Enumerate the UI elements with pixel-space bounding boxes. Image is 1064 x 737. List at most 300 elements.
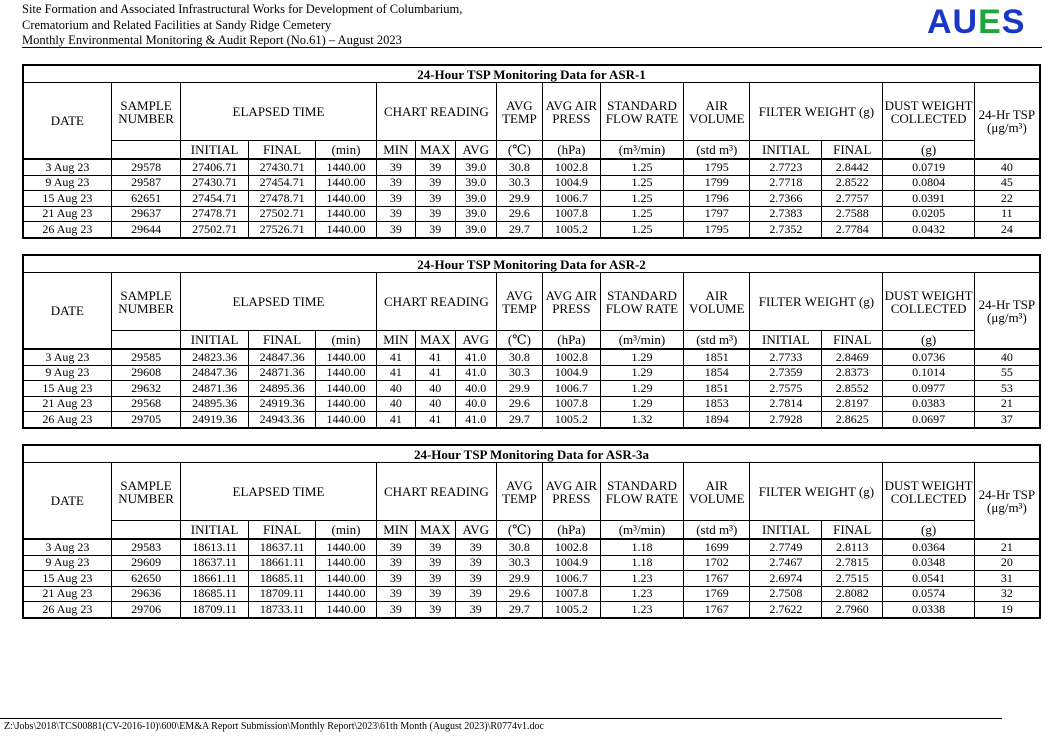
unit-chart-max: MAX — [416, 141, 455, 160]
col-tsp-unit: (μg/m³) — [987, 309, 1027, 325]
footer-path: Z:\Jobs\2018\TCS00881(CV-2016-10)\600\EM&A Report Submission\Monthly Report\2023\61th Month (August 2023)\R0774v1.doc — [4, 721, 544, 732]
data-cell: 1.18 — [600, 539, 683, 555]
data-cell: 1854 — [684, 365, 750, 381]
table-row — [23, 586, 1040, 602]
header-row — [23, 83, 1040, 141]
col-dust-weight: DUST WEIGHT COLLECTED — [883, 273, 974, 331]
data-cell: 18661.11 — [181, 571, 249, 587]
table-row — [23, 175, 1040, 191]
data-cell: 39 — [416, 539, 455, 555]
data-cell: 2.8522 — [822, 175, 883, 191]
data-cell: 29632 — [111, 381, 181, 397]
data-cell: 39 — [416, 191, 455, 207]
data-cell: 1002.8 — [542, 349, 600, 365]
data-cell: 29705 — [111, 412, 181, 428]
data-cell: 29706 — [111, 602, 181, 618]
data-cell: 15 Aug 23 — [23, 571, 111, 587]
data-cell: 21 — [974, 539, 1040, 555]
data-cell: 0.0719 — [883, 159, 974, 175]
data-cell: 39 — [455, 602, 497, 618]
data-cell: 1440.00 — [316, 206, 376, 222]
data-cell: 1853 — [684, 396, 750, 412]
table-title: 24-Hour TSP Monitoring Data for ASR-3a — [23, 445, 1040, 463]
table-row — [23, 159, 1040, 175]
unit-elapsed-min: (min) — [316, 521, 376, 540]
data-cell: 41 — [376, 365, 415, 381]
header-line-3: Monthly Environmental Monitoring & Audit Report (No.61) – August 2023 — [22, 33, 402, 47]
col-sample-label: SAMPLE NUMBER — [118, 97, 174, 126]
data-cell: 2.8082 — [822, 586, 883, 602]
tsp-table-1 — [22, 64, 1041, 239]
data-cell: 1795 — [684, 159, 750, 175]
data-cell: 27526.71 — [248, 222, 316, 238]
table-row — [23, 571, 1040, 587]
data-cell: 18709.11 — [181, 602, 249, 618]
unit-elapsed-final: FINAL — [248, 521, 316, 540]
table-title-row — [23, 65, 1040, 83]
unit-flow: (m³/min) — [600, 521, 683, 540]
data-cell: 39.0 — [455, 175, 497, 191]
data-cell: 24847.36 — [248, 349, 316, 365]
data-cell: 29587 — [111, 175, 181, 191]
unit-volume: (std m³) — [684, 141, 750, 160]
data-cell: 22 — [974, 191, 1040, 207]
data-cell: 1440.00 — [316, 159, 376, 175]
data-cell: 39 — [416, 571, 455, 587]
report-header — [22, 2, 462, 49]
table-title: 24-Hour TSP Monitoring Data for ASR-2 — [23, 255, 1040, 273]
unit-filter-initial: INITIAL — [750, 141, 822, 160]
data-cell: 41 — [376, 412, 415, 428]
footer-divider — [0, 718, 1002, 719]
data-cell: 24943.36 — [248, 412, 316, 428]
data-cell: 2.8373 — [822, 365, 883, 381]
col-filter-weight: FILTER WEIGHT (g) — [750, 83, 883, 141]
col-dust-weight: DUST WEIGHT COLLECTED — [883, 83, 974, 141]
data-cell: 0.0383 — [883, 396, 974, 412]
data-cell: 1795 — [684, 222, 750, 238]
data-cell: 2.7733 — [750, 349, 822, 365]
col-tsp-label: 24-Hr TSP — [978, 486, 1036, 502]
data-cell: 2.8625 — [822, 412, 883, 428]
data-cell: 3 Aug 23 — [23, 539, 111, 555]
unit-row — [23, 331, 1040, 350]
data-cell: 29.7 — [497, 602, 543, 618]
unit-hpa: (hPa) — [542, 141, 600, 160]
data-cell: 18685.11 — [248, 571, 316, 587]
data-cell: 29608 — [111, 365, 181, 381]
data-cell: 39.0 — [455, 159, 497, 175]
data-cell: 39 — [376, 175, 415, 191]
data-cell: 0.1014 — [883, 365, 974, 381]
data-cell: 39 — [455, 539, 497, 555]
table-row — [23, 191, 1040, 207]
data-cell: 27502.71 — [248, 206, 316, 222]
data-cell: 29.6 — [497, 396, 543, 412]
data-cell: 1440.00 — [316, 539, 376, 555]
data-cell: 2.7508 — [750, 586, 822, 602]
data-cell: 39 — [376, 191, 415, 207]
data-cell: 1.18 — [600, 555, 683, 571]
header-row — [23, 273, 1040, 331]
data-cell: 18685.11 — [181, 586, 249, 602]
data-cell: 1440.00 — [316, 602, 376, 618]
data-cell: 1.29 — [600, 396, 683, 412]
data-cell: 18637.11 — [181, 555, 249, 571]
data-cell: 2.7757 — [822, 191, 883, 207]
col-chart-reading: CHART READING — [376, 463, 496, 521]
data-cell: 2.8113 — [822, 539, 883, 555]
unit-sample-blank — [111, 141, 181, 160]
col-tsp-label: 24-Hr TSP — [978, 106, 1036, 122]
unit-filter-final: FINAL — [822, 331, 883, 350]
logo-text: AUES — [927, 3, 1026, 41]
data-cell: 1007.8 — [542, 396, 600, 412]
data-cell: 1.25 — [600, 222, 683, 238]
data-cell: 39.0 — [455, 222, 497, 238]
data-cell: 41 — [416, 349, 455, 365]
data-cell: 1.25 — [600, 191, 683, 207]
data-cell: 0.0338 — [883, 602, 974, 618]
data-cell: 1440.00 — [316, 175, 376, 191]
col-avg-temp: AVG TEMP — [497, 273, 543, 331]
col-elapsed-time: ELAPSED TIME — [181, 83, 376, 141]
data-cell: 1006.7 — [542, 381, 600, 397]
data-cell: 39 — [376, 602, 415, 618]
tsp-table-3 — [22, 444, 1041, 619]
data-cell: 39 — [455, 555, 497, 571]
data-cell: 41.0 — [455, 349, 497, 365]
data-cell: 30.3 — [497, 555, 543, 571]
data-cell: 1699 — [684, 539, 750, 555]
data-cell: 39 — [416, 586, 455, 602]
data-cell: 3 Aug 23 — [23, 159, 111, 175]
data-cell: 1769 — [684, 586, 750, 602]
data-cell: 9 Aug 23 — [23, 365, 111, 381]
col-air-volume: AIR VOLUME — [684, 463, 750, 521]
data-cell: 1004.9 — [542, 175, 600, 191]
data-cell: 1851 — [684, 381, 750, 397]
data-cell: 2.8552 — [822, 381, 883, 397]
col-tsp-unit: (μg/m³) — [987, 119, 1027, 135]
data-cell: 29.6 — [497, 206, 543, 222]
logo-letter-e: E — [978, 3, 1002, 41]
data-cell: 2.7815 — [822, 555, 883, 571]
data-cell: 9 Aug 23 — [23, 555, 111, 571]
unit-elapsed-final: FINAL — [248, 331, 316, 350]
data-cell: 2.7575 — [750, 381, 822, 397]
data-cell: 1440.00 — [316, 586, 376, 602]
data-cell: 1004.9 — [542, 365, 600, 381]
unit-filter-initial: INITIAL — [750, 521, 822, 540]
data-cell: 0.0697 — [883, 412, 974, 428]
unit-dust-g: (g) — [883, 521, 974, 540]
data-cell: 29.9 — [497, 381, 543, 397]
data-cell: 1005.2 — [542, 222, 600, 238]
data-cell: 1.23 — [600, 602, 683, 618]
col-standard-flow-rate: STANDARD FLOW RATE — [600, 463, 683, 521]
data-cell: 27454.71 — [181, 191, 249, 207]
data-cell: 21 Aug 23 — [23, 396, 111, 412]
data-cell: 18733.11 — [248, 602, 316, 618]
unit-chart-min: MIN — [376, 331, 415, 350]
data-cell: 21 Aug 23 — [23, 586, 111, 602]
data-cell: 1007.8 — [542, 586, 600, 602]
data-cell: 40 — [974, 159, 1040, 175]
table-row — [23, 222, 1040, 238]
data-cell: 39 — [376, 539, 415, 555]
data-cell: 20 — [974, 555, 1040, 571]
data-cell: 26 Aug 23 — [23, 412, 111, 428]
data-cell: 1.29 — [600, 349, 683, 365]
data-cell: 1006.7 — [542, 571, 600, 587]
data-cell: 21 — [974, 396, 1040, 412]
data-cell: 29578 — [111, 159, 181, 175]
data-cell: 2.7359 — [750, 365, 822, 381]
data-cell: 15 Aug 23 — [23, 381, 111, 397]
data-cell: 18613.11 — [181, 539, 249, 555]
table-row — [23, 365, 1040, 381]
col-filter-weight: FILTER WEIGHT (g) — [750, 463, 883, 521]
data-cell: 15 Aug 23 — [23, 191, 111, 207]
data-cell: 2.7366 — [750, 191, 822, 207]
col-date: DATE — [23, 273, 111, 350]
data-cell: 41 — [416, 412, 455, 428]
col-tsp-unit: (μg/m³) — [987, 499, 1027, 515]
col-sample — [111, 83, 181, 141]
data-cell: 29644 — [111, 222, 181, 238]
data-cell: 24919.36 — [181, 412, 249, 428]
data-cell: 39 — [455, 586, 497, 602]
data-cell: 1.32 — [600, 412, 683, 428]
unit-volume: (std m³) — [684, 521, 750, 540]
data-cell: 1007.8 — [542, 206, 600, 222]
data-cell: 2.7467 — [750, 555, 822, 571]
data-cell: 11 — [974, 206, 1040, 222]
data-cell: 27478.71 — [248, 191, 316, 207]
data-cell: 2.6974 — [750, 571, 822, 587]
data-cell: 1440.00 — [316, 396, 376, 412]
data-cell: 1440.00 — [316, 571, 376, 587]
data-cell: 29.7 — [497, 222, 543, 238]
table-row — [23, 396, 1040, 412]
data-cell: 0.0364 — [883, 539, 974, 555]
data-cell: 1767 — [684, 571, 750, 587]
data-cell: 0.0574 — [883, 586, 974, 602]
data-cell: 27502.71 — [181, 222, 249, 238]
unit-dust-g: (g) — [883, 141, 974, 160]
data-cell: 0.0391 — [883, 191, 974, 207]
unit-row — [23, 521, 1040, 540]
data-cell: 41 — [416, 365, 455, 381]
data-cell: 2.7784 — [822, 222, 883, 238]
data-cell: 1002.8 — [542, 159, 600, 175]
data-cell: 0.0432 — [883, 222, 974, 238]
data-cell: 29.9 — [497, 191, 543, 207]
unit-elapsed-min: (min) — [316, 141, 376, 160]
data-cell: 27454.71 — [248, 175, 316, 191]
unit-elapsed-final: FINAL — [248, 141, 316, 160]
data-cell: 1799 — [684, 175, 750, 191]
col-sample — [111, 463, 181, 521]
data-cell: 3 Aug 23 — [23, 349, 111, 365]
data-cell: 24 — [974, 222, 1040, 238]
col-sample-label: SAMPLE NUMBER — [118, 287, 174, 316]
unit-chart-avg: AVG — [455, 331, 497, 350]
data-cell: 1440.00 — [316, 412, 376, 428]
unit-filter-final: FINAL — [822, 521, 883, 540]
unit-elapsed-initial: INITIAL — [181, 521, 249, 540]
data-cell: 30.8 — [497, 349, 543, 365]
col-avg-air-press: AVG AIR PRESS — [542, 273, 600, 331]
data-cell: 30.8 — [497, 539, 543, 555]
table-row — [23, 539, 1040, 555]
data-cell: 1.25 — [600, 175, 683, 191]
data-cell: 1440.00 — [316, 349, 376, 365]
data-cell: 21 Aug 23 — [23, 206, 111, 222]
data-cell: 40 — [376, 396, 415, 412]
data-cell: 0.0977 — [883, 381, 974, 397]
col-chart-reading: CHART READING — [376, 83, 496, 141]
data-cell: 1.25 — [600, 206, 683, 222]
col-elapsed-time: ELAPSED TIME — [181, 463, 376, 521]
table-title-row — [23, 445, 1040, 463]
data-cell: 1005.2 — [542, 412, 600, 428]
col-date: DATE — [23, 463, 111, 540]
unit-chart-avg: AVG — [455, 521, 497, 540]
col-filter-weight: FILTER WEIGHT (g) — [750, 273, 883, 331]
data-cell: 29637 — [111, 206, 181, 222]
data-cell: 31 — [974, 571, 1040, 587]
col-dust-weight: DUST WEIGHT COLLECTED — [883, 463, 974, 521]
data-cell: 24847.36 — [181, 365, 249, 381]
data-cell: 39 — [376, 571, 415, 587]
data-cell: 24871.36 — [248, 365, 316, 381]
data-cell: 2.7622 — [750, 602, 822, 618]
table-row — [23, 602, 1040, 618]
data-cell: 2.7749 — [750, 539, 822, 555]
data-cell: 29585 — [111, 349, 181, 365]
data-cell: 45 — [974, 175, 1040, 191]
col-24hr-tsp — [974, 83, 1040, 160]
data-cell: 27478.71 — [181, 206, 249, 222]
data-cell: 39 — [376, 555, 415, 571]
data-cell: 1440.00 — [316, 555, 376, 571]
table-row — [23, 412, 1040, 428]
unit-filter-final: FINAL — [822, 141, 883, 160]
data-cell: 2.7515 — [822, 571, 883, 587]
data-cell: 39 — [376, 222, 415, 238]
data-cell: 32 — [974, 586, 1040, 602]
col-elapsed-time: ELAPSED TIME — [181, 273, 376, 331]
unit-temp: (℃) — [497, 331, 543, 350]
col-date: DATE — [23, 83, 111, 160]
unit-temp: (℃) — [497, 141, 543, 160]
data-cell: 39 — [416, 555, 455, 571]
data-cell: 62650 — [111, 571, 181, 587]
unit-elapsed-initial: INITIAL — [181, 331, 249, 350]
unit-elapsed-min: (min) — [316, 331, 376, 350]
col-avg-temp: AVG TEMP — [497, 463, 543, 521]
data-cell: 18709.11 — [248, 586, 316, 602]
data-cell: 41.0 — [455, 412, 497, 428]
data-cell: 18637.11 — [248, 539, 316, 555]
data-cell: 1440.00 — [316, 365, 376, 381]
data-cell: 0.0804 — [883, 175, 974, 191]
data-cell: 26 Aug 23 — [23, 222, 111, 238]
data-cell: 2.7723 — [750, 159, 822, 175]
data-cell: 40 — [376, 381, 415, 397]
col-air-volume: AIR VOLUME — [684, 273, 750, 331]
aues-logo — [927, 4, 1025, 40]
table-row — [23, 555, 1040, 571]
data-cell: 2.7352 — [750, 222, 822, 238]
data-cell: 1002.8 — [542, 539, 600, 555]
data-cell: 24871.36 — [181, 381, 249, 397]
unit-elapsed-initial: INITIAL — [181, 141, 249, 160]
header-divider — [22, 47, 1042, 48]
data-cell: 1440.00 — [316, 191, 376, 207]
data-cell: 0.0541 — [883, 571, 974, 587]
header-row — [23, 463, 1040, 521]
unit-chart-min: MIN — [376, 141, 415, 160]
data-cell: 24895.36 — [248, 381, 316, 397]
data-cell: 1.29 — [600, 381, 683, 397]
data-cell: 24895.36 — [181, 396, 249, 412]
col-tsp-label: 24-Hr TSP — [978, 296, 1036, 312]
data-cell: 1005.2 — [542, 602, 600, 618]
table-row — [23, 349, 1040, 365]
data-cell: 37 — [974, 412, 1040, 428]
data-cell: 1004.9 — [542, 555, 600, 571]
header-line-1: Site Formation and Associated Infrastructural Works for Development of Columbarium, — [22, 2, 463, 16]
data-cell: 1440.00 — [316, 222, 376, 238]
data-cell: 2.7960 — [822, 602, 883, 618]
col-standard-flow-rate: STANDARD FLOW RATE — [600, 83, 683, 141]
data-cell: 53 — [974, 381, 1040, 397]
col-sample-label: SAMPLE NUMBER — [118, 477, 174, 506]
col-avg-air-press: AVG AIR PRESS — [542, 463, 600, 521]
data-cell: 29583 — [111, 539, 181, 555]
unit-chart-max: MAX — [416, 521, 455, 540]
data-cell: 40 — [974, 349, 1040, 365]
data-cell: 29.6 — [497, 586, 543, 602]
data-cell: 2.8442 — [822, 159, 883, 175]
data-cell: 41 — [376, 349, 415, 365]
data-cell: 39.0 — [455, 206, 497, 222]
data-cell: 1.23 — [600, 571, 683, 587]
unit-temp: (℃) — [497, 521, 543, 540]
data-cell: 2.7383 — [750, 206, 822, 222]
data-cell: 1.23 — [600, 586, 683, 602]
data-cell: 55 — [974, 365, 1040, 381]
data-cell: 0.0205 — [883, 206, 974, 222]
data-cell: 29609 — [111, 555, 181, 571]
data-cell: 39 — [376, 159, 415, 175]
data-cell: 1797 — [684, 206, 750, 222]
col-air-volume: AIR VOLUME — [684, 83, 750, 141]
table-row — [23, 381, 1040, 397]
data-cell: 1.25 — [600, 159, 683, 175]
unit-hpa: (hPa) — [542, 331, 600, 350]
unit-chart-avg: AVG — [455, 141, 497, 160]
data-cell: 2.8469 — [822, 349, 883, 365]
data-cell: 24919.36 — [248, 396, 316, 412]
data-cell: 2.7814 — [750, 396, 822, 412]
data-cell: 18661.11 — [248, 555, 316, 571]
data-cell: 30.3 — [497, 365, 543, 381]
col-avg-temp: AVG TEMP — [497, 83, 543, 141]
